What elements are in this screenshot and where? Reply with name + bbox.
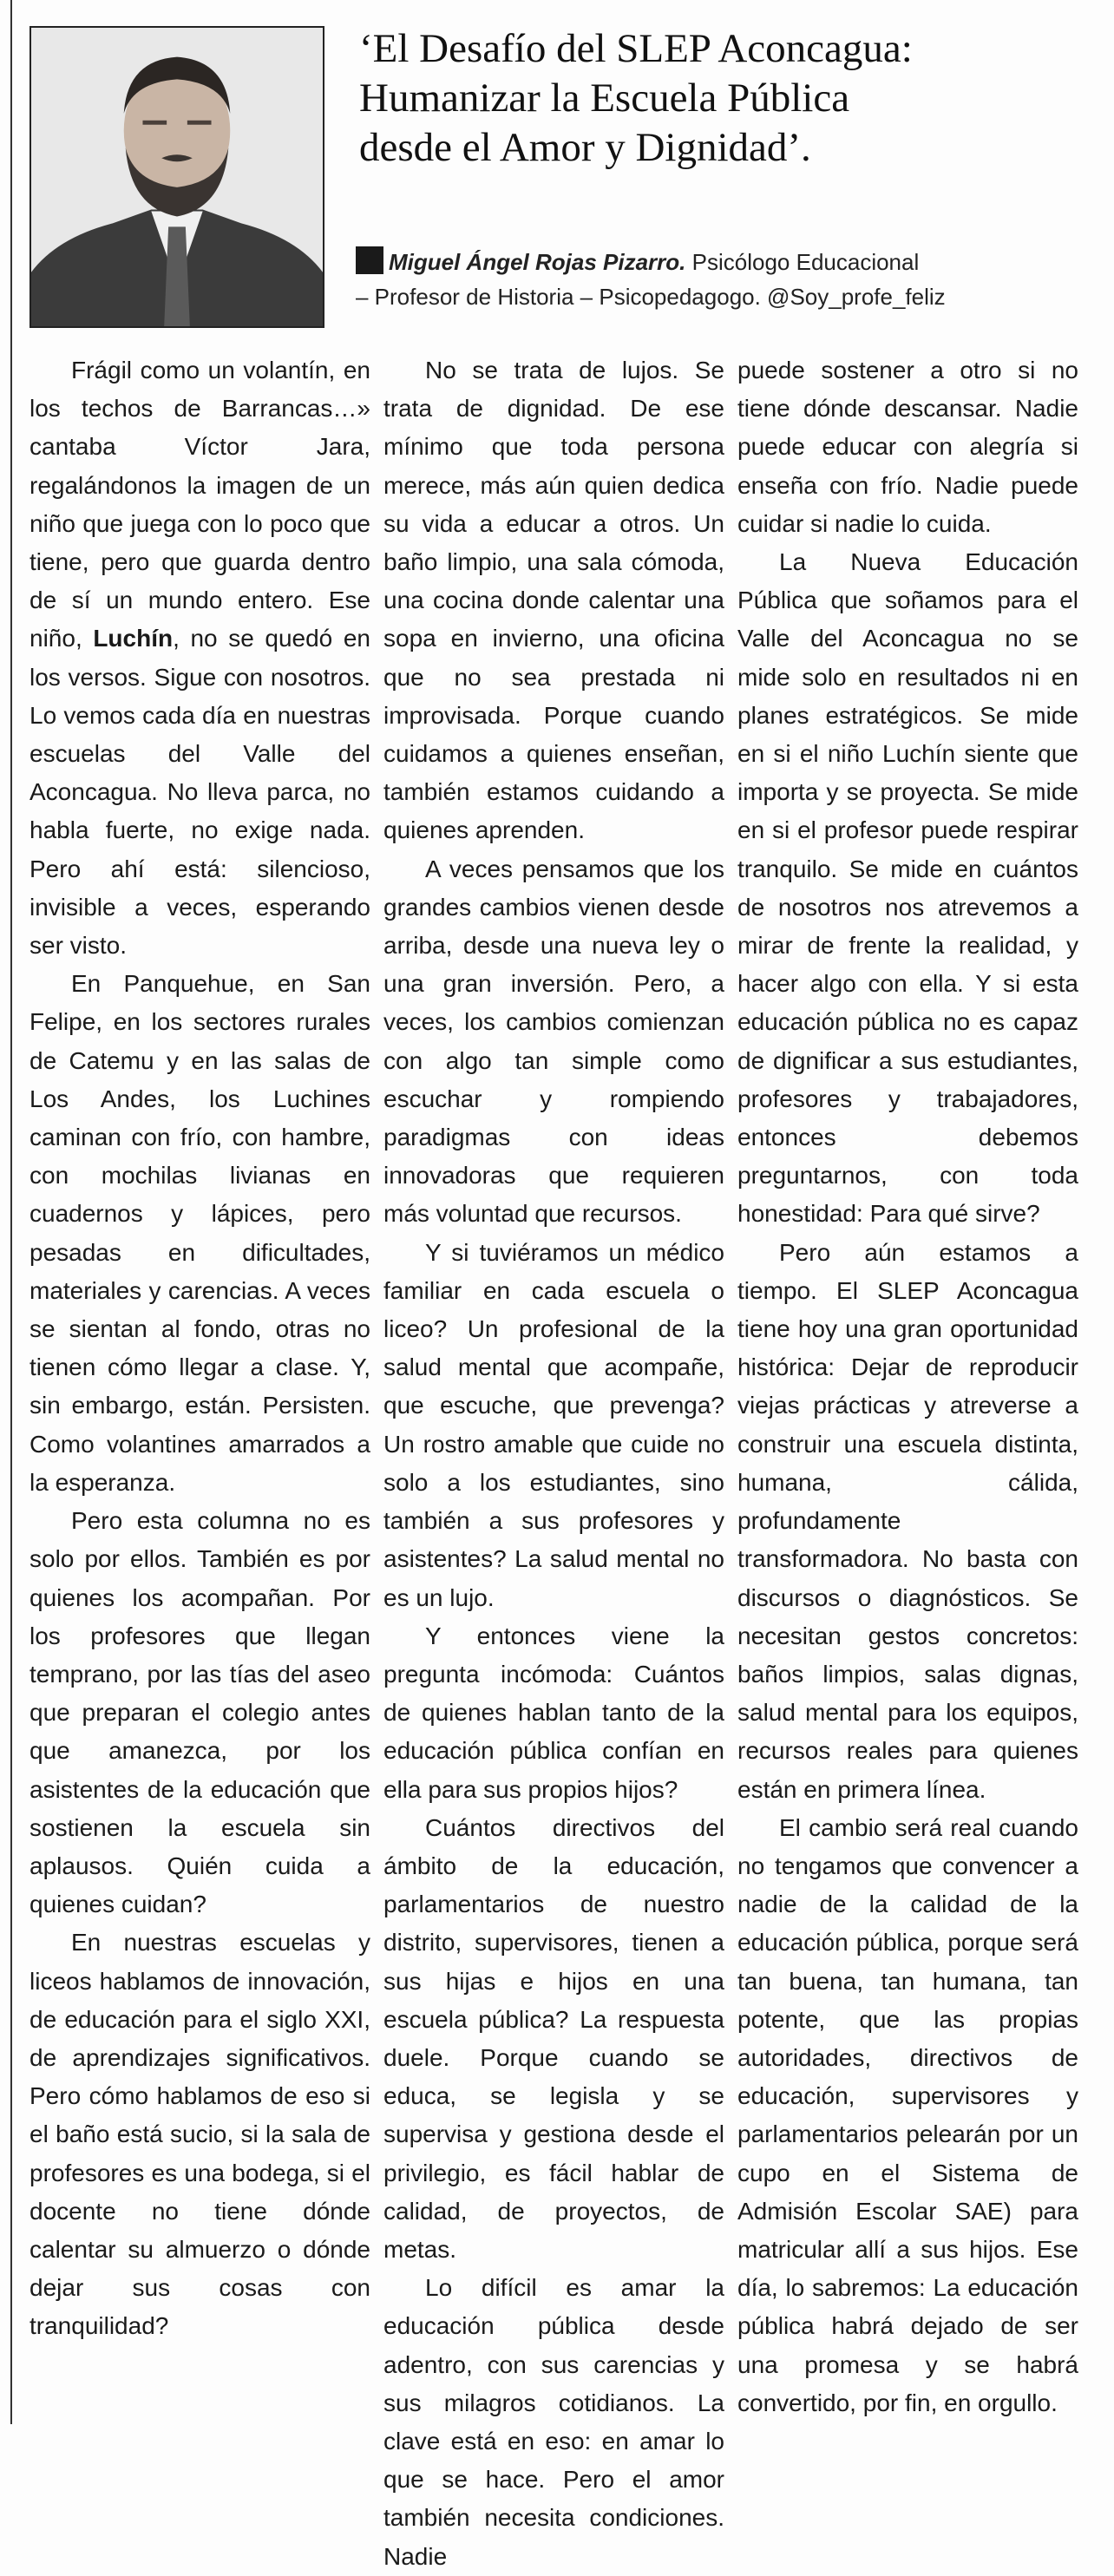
paragraph: Pero aún estamos a tiempo. El SLEP Aconcagua tiene hoy una gran oportunidad histórica: Dejar de reproducir viejas prácticas y atreverse a construir una escuela distinta, humana, cálida, profundamente transformadora. No basta con discursos o diagnósticos. Se necesitan gestos concretos: baños limpios, salas dignas, salud mental para los equipos, recursos reales para quienes están en primera línea.	[737, 1238, 1078, 1803]
article-title	[359, 24, 1097, 173]
author-name: Miguel Ángel Rojas Pizarro.	[389, 249, 686, 275]
paragraph	[29, 351, 370, 965]
paragraph-continued: puede sostener a otro si no tiene dónde descansar. Nadie puede educar con alegría si enseña con frío. Nadie puede cuidar si nadie lo cuida.	[737, 357, 1078, 537]
paragraph: El cambio será real cuando no tengamos que convencer a nadie de la calidad de la educación pública, porque será tan buena, tan humana, tan potente, que las propias autoridades, directivos de educación, supervisores y parlamentarios pelearán por un cupo en el Sistema de Admisión Escolar SAE) para matricular allí a sus hijos. Ese día, lo sabremos: La educación pública habrá dejado de ser una promesa y se habrá convertido, por fin, en orgullo.	[737, 1813, 1078, 2416]
paragraph: Pero esta columna no es solo por ellos. También es por quienes los acompañan. Por los profesores que llegan temprano, por las tías del aseo que preparan el colegio antes que amanezca, por los asistentes de la educación que sostienen la escuela sin aplausos. Quién cuida a quienes cuidan?	[29, 1507, 370, 1918]
article-column-3	[737, 351, 1078, 2416]
paragraph: La Nueva Educación Pública que soñamos para el Valle del Aconcagua no se mide solo en resultados ni en planes estratégicos. Se mide en si el niño Luchín siente que importa y se proyecta. Se mide en si el profesor puede respirar tranquilo. Se mide en cuántos de nosotros nos atrevemos a mirar de frente la realidad, y hacer algo con ella. Y si esta educación pública no es capaz de dignificar a sus estudiantes, profesores y trabajadores, entonces debemos preguntarnos, con toda honestidad: Para qué sirve?	[737, 548, 1078, 1228]
title-line: ‘El Desafío del SLEP Aconcagua:	[359, 26, 913, 71]
byline	[356, 245, 1093, 314]
author-photo	[29, 26, 324, 328]
title-line: desde el Amor y Dignidad’.	[359, 125, 811, 170]
author-credentials-cont: – Profesor de Historia – Psicopedagogo. @Soy_profe_feliz	[356, 284, 946, 310]
paragraph-text: Frágil como un volantín, en los techos de Barrancas…» cantaba Víctor Jara, regalándonos la imagen de un niño que juega con lo poco que tiene, pero que guarda dentro de sí un mundo entero. Ese niño,	[29, 357, 370, 652]
paragraph: En nuestras escuelas y liceos hablamos de innovación, de educación para el siglo XXI, de aprendizajes significativos. Pero cómo hablamos de eso si el baño está sucio, si la sala de profesores es una bodega, si el docente no tiene dónde calentar su almuerzo o dónde dejar sus cosas con tranquilidad?	[29, 1929, 370, 2340]
paragraph: Lo difícil es amar la educación pública desde adentro, con sus carencias y sus milagros cotidianos. La clave está en eso: en amar lo que se hace. Pero el amor también necesita condiciones. Nadie	[383, 2274, 724, 2570]
article-column-1	[29, 351, 370, 2416]
paragraph: Y entonces viene la pregunta incómoda: Cuántos de quienes hablan tanto de la educación pública confían en ella para sus propios hijos?	[383, 1622, 724, 1803]
paragraph: Y si tuviéramos un médico familiar en cada escuela o liceo? Un profesional de la salud mental que acompañe, que escuche, que prevenga? Un rostro amable que cuide no solo a los estudiantes, sino también a sus profesores y asistentes? La salud mental no es un lujo.	[383, 1238, 724, 1611]
article-column-2	[383, 351, 724, 2570]
author-portrait-image	[31, 28, 323, 326]
highlighted-name: Luchín	[93, 625, 174, 652]
column-rule	[10, 0, 12, 2424]
paragraph: A veces pensamos que los grandes cambios vienen desde arriba, desde una nueva ley o una gran inversión. Pero, a veces, los cambios comienzan con algo tan simple como escuchar y rompiendo paradigmas con ideas innovadoras que requieren más voluntad que recursos.	[383, 855, 724, 1228]
paragraph-text: , no se quedó en los versos. Sigue con nosotros. Lo vemos cada día en nuestras escuelas del Valle del Aconcagua. No lleva parca, no habla fuerte, no exige nada. Pero ahí está: silencioso, invisible a veces, esperando ser visto.	[29, 625, 371, 960]
author-credentials: Psicólogo Educacional	[691, 249, 920, 275]
paragraph: Cuántos directivos del ámbito de la educación, parlamentarios de nuestro distrito, supervisores, tienen a sus hijas e hijos en una escuela pública? La respuesta duele. Porque cuando se educa, se legisla y se supervisa y gestiona desde el privilegio, es fácil hablar de calidad, de proyectos, de metas.	[383, 1813, 724, 2263]
paragraph: En Panquehue, en San Felipe, en los sectores rurales de Catemu y en las salas de Los Andes, los Luchines caminan con frío, con hambre, con mochilas livianas en cuadernos y lápices, pero pesadas en dificultades, materiales y carencias. A veces se sientan al fondo, otras no tienen cómo llegar a clase. Y, sin embargo, están. Persisten. Como volantines amarrados a la esperanza.	[29, 970, 370, 1496]
paragraph: No se trata de lujos. Se trata de dignidad. De ese mínimo que toda persona merece, más aún quien dedica su vida a educar a otros. Un baño limpio, una sala cómoda, una cocina donde calentar una sopa en invierno, una oficina que no sea prestada ni improvisada. Porque cuando cuidamos a quienes enseñan, también estamos cuidando a quienes aprenden.	[383, 357, 724, 844]
title-line: Humanizar la Escuela Pública	[359, 75, 850, 121]
byline-marker	[356, 246, 383, 274]
